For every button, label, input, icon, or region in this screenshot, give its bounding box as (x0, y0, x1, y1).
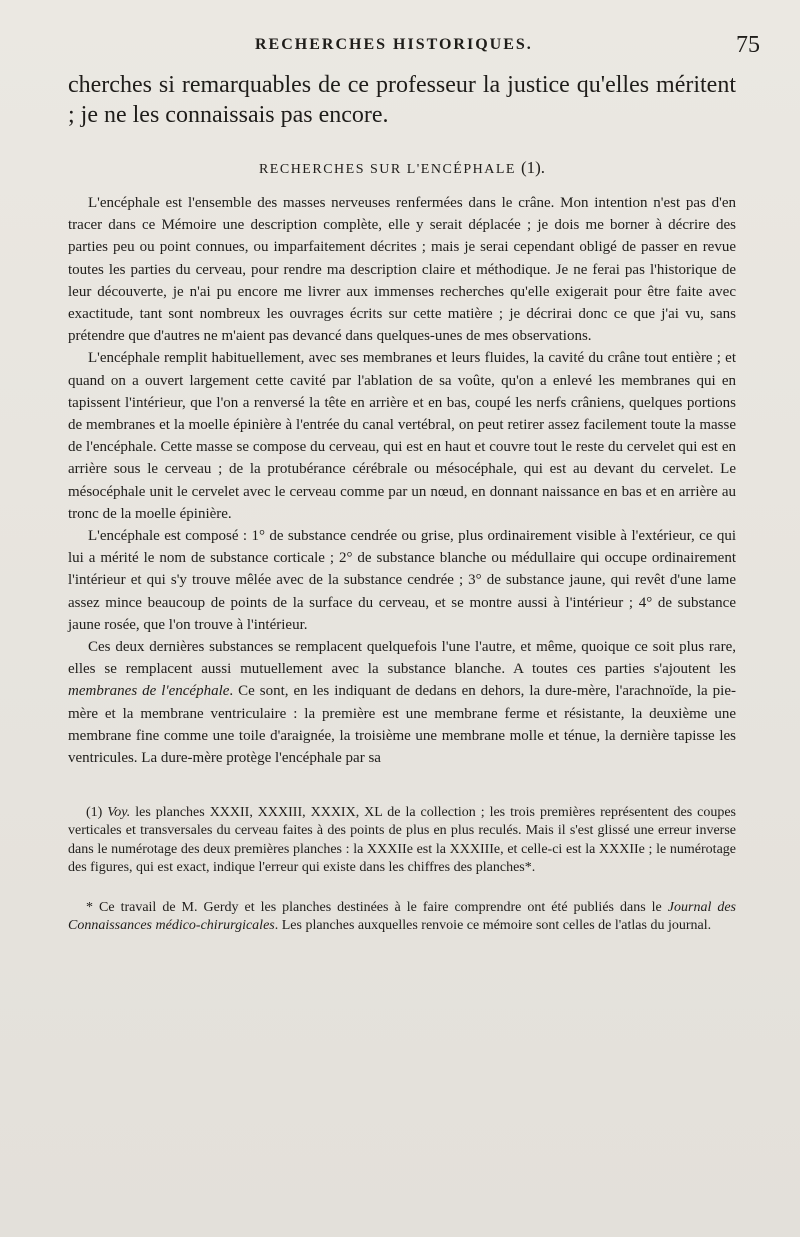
paragraph-4-end: . Ce sont, en les indiquant de dedans en dehors, la dure-mère, l'arachnoïde, la pie-mère et la membrane ventriculaire : la première est une membrane ferme et résistante, la deuxième une membrane fine comme une toile d'araignée, la troisième une membrane molle et ténue, la dernière tapisse les ventricules. La dure-mère protège l'encéphale par sa (68, 683, 736, 767)
paragraph-4-start: Ces deux dernières substances se remplacent quelquefois l'une l'autre, et même, quoique ce soit plus rare, elles se remplacent aussi mutuellement avec la substance blanche. A toutes ces parties s'ajoutent les (68, 639, 736, 678)
footnote-2-journal: Journal des Connaissances médico-chirurgicales (68, 900, 737, 934)
paragraph-3: L'encéphale est composé : 1° de substance cendrée ou grise, plus ordinairement visible à l'extérieur, ce qui lui a mérité le nom de substance corticale ; 2° de substance blanche ou médullaire qui occupe ordinairement l'intérieur et qui s'y trouve mêlée avec de la substance cendrée ; 3° de substance jaune, qui revêt d'une lame assez mince beaucoup de points de la surface du cerveau, et se montre aussi à l'intérieur ; 4° de substance jaune rosée, que l'on trouve à l'intérieur. (68, 528, 736, 633)
footnote-reference: (1). (520, 158, 546, 177)
footnote-1-mark: (1) (86, 805, 103, 821)
footnote-1-voy: Voy. (107, 805, 131, 821)
footnote-1 (68, 804, 736, 877)
footnote-1-text: les planches XXXII, XXXIII, XXXIX, XL de la collection ; les trois premières représentent des coupes verticales et transversales du cerveau faites à des points de plus en plus reculés. Mais il s'est glissé une erreur inverse dans le numérotage des deux premières planches : la XXXIIe est la XXXIIIe, et celle-ci est la XXXIIe ; le numérotage des figures, qui est exact, indique l'erreur qui existe dans les chiffres des planches*. (68, 805, 736, 875)
footnote-2 (68, 899, 736, 935)
running-head (0, 32, 800, 62)
section-heading (68, 158, 736, 178)
carryover-text: cherches si remarquables de ce professeur la justice qu'elles méritent ; je ne les connaissais pas encore. (68, 72, 736, 128)
page-body (68, 70, 736, 936)
paragraph-1: L'encéphale est l'ensemble des masses nerveuses renfermées dans le crâne. Mon intention n'est pas d'en tracer dans ce Mémoire une description complète, elle y serait déplacée ; je dois me borner à décrire des parties peu ou point connues, ou imparfaitement décrites ; mais je serai cependant obligé de passer en revue toutes les parties du cerveau, pour rendre ma description claire et méthodique. Je ne ferai pas l'historique de leur découverte, je n'ai pu encore me livrer aux immenses recherches qu'elle exigerait pour être faite avec exactitude, tant sont nombreux les ouvrages écrits sur cette matière ; je décrirai donc ce que j'ai vu, sans prétendre que d'autres ne m'aient pas devancé dans quelques-unes de mes observations. (68, 195, 736, 345)
paragraph-4 (68, 636, 736, 769)
paragraph-2: L'encéphale remplit habituellement, avec ses membranes et leurs fluides, la cavité du crâne tout entière ; et quand on a ouvert largement cette cavité par l'ablation de sa voûte, qu'on a enlevé les membranes qui en tapissent l'intérieur, que l'on a renversé la tête en arrière et en bas, coupé les nerfs crâniens, quelques portions de membranes et la moelle épinière à l'entrée du canal vertébral, on peut retirer assez facilement toute la masse de l'encéphale. Cette masse se compose du cerveau, qui est en haut et couvre tout le reste du cervelet qui est en arrière sous le cerveau ; de la protubérance cérébrale ou mésocéphale, qui est au devant du cervelet. Le mésocéphale unit le cervelet avec le cerveau comme par un nœud, en donnant naissance en bas et en arrière au tronc de la moelle épinière. (68, 350, 736, 522)
footnote-separator (68, 783, 736, 784)
footnote-2-end: . Les planches auxquelles renvoie ce mémoire sont celles de l'atlas du journal. (274, 918, 712, 934)
running-title: RECHERCHES HISTORIQUES. (255, 36, 533, 53)
paragraph-4-italic: membranes de l'encéphale (68, 683, 230, 700)
section-title: RECHERCHES SUR L'ENCÉPHALE (258, 162, 516, 177)
page-number: 75 (736, 32, 760, 58)
footnote-2-start: * Ce travail de M. Gerdy et les planches destinées à le faire comprendre ont été publiés dans le (86, 900, 668, 916)
